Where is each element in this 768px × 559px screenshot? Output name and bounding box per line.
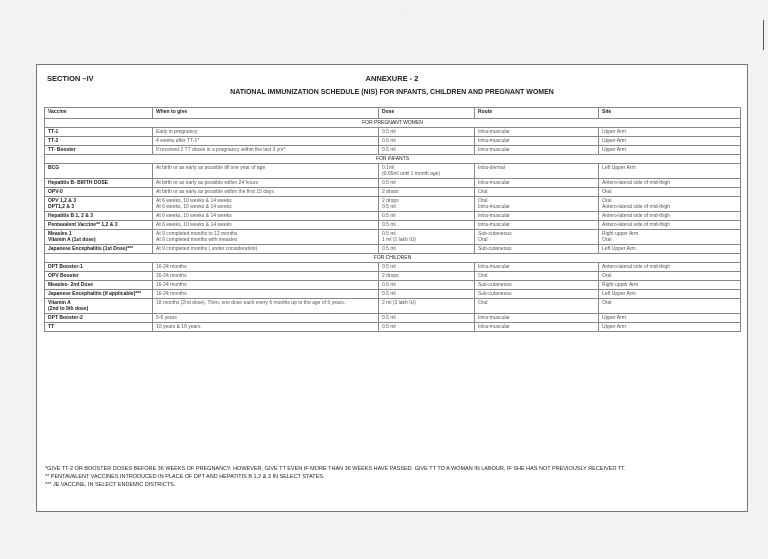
table-row	[45, 323, 741, 332]
cell-vaccine: DPT Booster-1	[45, 263, 153, 272]
table-row	[45, 146, 741, 155]
table-group-row	[45, 155, 741, 164]
cell-when-to-give: At birth or as early as possible within the first 15 days	[153, 188, 379, 197]
table-group-row	[45, 119, 741, 128]
table-row	[45, 281, 741, 290]
cell-site: Oral	[599, 188, 741, 197]
cell-dose: 0.5 ml	[379, 314, 475, 323]
cell-when-to-give: If received 2 TT doses in a pregnancy within the last 3 yrs*	[153, 146, 379, 155]
cell-when-to-give: 10 years & 16 years	[153, 323, 379, 332]
cell-vaccine: Measles- 2nd Dose	[45, 281, 153, 290]
table-row	[45, 164, 741, 179]
cell-route: Oral	[475, 299, 599, 314]
footnote: ** PENTAVALENT VACCINES INTRODUCED IN PLACE OF DPT AND HEPATITIS B 1,2 & 3 IN SELECT STATES.	[45, 474, 325, 480]
cell-when-to-give: At 6 weeks, 10 weeks & 14 weeks	[153, 221, 379, 230]
cell-route: Intra-muscular	[475, 128, 599, 137]
group-label: FOR INFANTS	[45, 155, 741, 164]
cell-vaccine: OPV-0	[45, 188, 153, 197]
table-row	[45, 245, 741, 254]
cell-dose: 2 drops 0.5 ml	[379, 197, 475, 212]
cell-route: Intra-muscular	[475, 314, 599, 323]
cell-site: Antero-lateral side of mid-thigh	[599, 263, 741, 272]
cell-site: Left Upper Arm	[599, 245, 741, 254]
cell-route: Sub-cutaneous	[475, 290, 599, 299]
footnote: *** JE VACCINE, IN SELECT ENDEMIC DISTRICTS.	[45, 482, 176, 488]
cell-dose: 0.5 ml 1 ml (1 lakh IU)	[379, 230, 475, 245]
cell-when-to-give: 16-24 months	[153, 272, 379, 281]
cell-site: Left Upper Arm	[599, 164, 741, 179]
cell-vaccine: TT-2	[45, 137, 153, 146]
cell-when-to-give: 16-24 months	[153, 290, 379, 299]
cell-dose: 0.5 ml	[379, 146, 475, 155]
table-row	[45, 299, 741, 314]
table-row	[45, 230, 741, 245]
section-label: SECTION –IV	[47, 74, 94, 83]
header-site: Site	[599, 108, 741, 119]
table-row	[45, 272, 741, 281]
cell-route: Intra-muscular	[475, 263, 599, 272]
cell-vaccine: Hepatitis B- BIRTH DOSE	[45, 179, 153, 188]
cell-when-to-give: 16-24 months	[153, 263, 379, 272]
annexure-label: ANNEXURE - 2	[365, 74, 419, 83]
cell-site: Antero-lateral side of mid-thigh	[599, 221, 741, 230]
cell-vaccine: Japanese Encephalitis (1st Dose)***	[45, 245, 153, 254]
table-row	[45, 179, 741, 188]
cell-site: Upper Arm	[599, 314, 741, 323]
cell-when-to-give: 18 months (2nd dose). Then, one dose each every 6 months up to the age of 5 years.	[153, 299, 379, 314]
cell-site: Antero-lateral side of mid-thigh	[599, 179, 741, 188]
table-group-row	[45, 254, 741, 263]
cell-dose: 0.1ml (0.05ml until 1 month age)	[379, 164, 475, 179]
scan-edge-line	[763, 20, 764, 50]
cell-site: Right upper Arm Oral	[599, 230, 741, 245]
table-header-row	[45, 108, 741, 119]
table-row	[45, 212, 741, 221]
cell-dose: 0.5 ml	[379, 179, 475, 188]
cell-vaccine: OPV Booster	[45, 272, 153, 281]
cell-route: Intra-muscular	[475, 221, 599, 230]
footnotes	[45, 465, 745, 489]
table-row	[45, 263, 741, 272]
cell-site: Upper Arm	[599, 323, 741, 332]
cell-dose: 0.5 ml	[379, 245, 475, 254]
cell-vaccine: Hepatitis B 1, 2 & 3	[45, 212, 153, 221]
footnote: *GIVE TT-2 OR BOOSTER DOSES BEFORE 36 WEEKS OF PREGNANCY. HOWEVER, GIVE TT EVEN IF MORE THAN 36 WEEKS HAVE PASSED. GIVE TT TO A WOMAN IN LABOUR, IF SHE HAS NOT PREVIOUSLY RECEIVED TT.	[45, 466, 626, 472]
cell-site: Right upper Arm	[599, 281, 741, 290]
document-title: NATIONAL IMMUNIZATION SCHEDULE (NIS) FOR INFANTS, CHILDREN AND PREGNANT WOMEN	[230, 89, 554, 96]
cell-route: Sub-cutaneous	[475, 245, 599, 254]
cell-site: Upper Arm	[599, 128, 741, 137]
cell-when-to-give: 4 weeks after TT-1*	[153, 137, 379, 146]
cell-dose: 0.5 ml	[379, 263, 475, 272]
cell-dose: 2 drops	[379, 272, 475, 281]
cell-when-to-give: 16-24 months	[153, 281, 379, 290]
cell-vaccine: Vitamin A (2nd to 9th dose)	[45, 299, 153, 314]
table-row	[45, 128, 741, 137]
cell-vaccine: TT-1	[45, 128, 153, 137]
cell-dose: 0.5 ml	[379, 212, 475, 221]
cell-route: Intra-muscular	[475, 146, 599, 155]
cell-when-to-give: At 6 weeks, 10 weeks & 14 weeks	[153, 212, 379, 221]
cell-dose: 2 drops	[379, 188, 475, 197]
cell-vaccine: Measles 1 Vitamin A (1st dose)	[45, 230, 153, 245]
cell-site: Oral	[599, 299, 741, 314]
table-row	[45, 197, 741, 212]
cell-route: Sub-cutaneous Oral	[475, 230, 599, 245]
table-row	[45, 221, 741, 230]
table-row	[45, 137, 741, 146]
header-vaccine: Vaccine	[45, 108, 153, 119]
cell-vaccine: TT	[45, 323, 153, 332]
cell-site: Oral Antero-lateral side of mid-thigh	[599, 197, 741, 212]
cell-vaccine: OPV 1,2 & 3 DPT1,2 & 3	[45, 197, 153, 212]
header-route: Route	[475, 108, 599, 119]
cell-route: Intra-muscular	[475, 179, 599, 188]
cell-when-to-give: At 9 completed months to 12 months At 9 completed months with measles	[153, 230, 379, 245]
cell-when-to-give: At birth or as early as possible till one year of age	[153, 164, 379, 179]
table-row	[45, 188, 741, 197]
cell-vaccine: Japanese Encephalitis (if applicable)***	[45, 290, 153, 299]
immunization-table	[44, 107, 741, 332]
cell-vaccine: TT- Booster	[45, 146, 153, 155]
cell-when-to-give: At 6 weeks, 10 weeks & 14 weeks At 6 weeks, 10 weeks & 14 weeks	[153, 197, 379, 212]
cell-vaccine: BCG	[45, 164, 153, 179]
group-label: FOR PREGNANT WOMEN	[45, 119, 741, 128]
cell-when-to-give: At 9 completed months ( under consideration)	[153, 245, 379, 254]
cell-site: Oral	[599, 272, 741, 281]
cell-dose: 0.5 ml	[379, 128, 475, 137]
cell-site: Left Upper Arm	[599, 290, 741, 299]
cell-vaccine: DPT Booster-2	[45, 314, 153, 323]
cell-site: Antero-lateral side of mid-thigh	[599, 212, 741, 221]
cell-dose: 0.5 ml	[379, 323, 475, 332]
cell-site: Upper Arm	[599, 146, 741, 155]
header-dose: Dose	[379, 108, 475, 119]
cell-route: Intra-muscular	[475, 137, 599, 146]
cell-route: Intra-dermal	[475, 164, 599, 179]
cell-when-to-give: 5-6 years	[153, 314, 379, 323]
cell-route: Intra-muscular	[475, 323, 599, 332]
cell-route: Oral Intra-muscular	[475, 197, 599, 212]
table-row	[45, 314, 741, 323]
cell-route: Oral	[475, 272, 599, 281]
cell-route: Oral	[475, 188, 599, 197]
cell-dose: 0.5 ml	[379, 281, 475, 290]
group-label: FOR CHILDREN	[45, 254, 741, 263]
table-body	[45, 119, 741, 332]
cell-dose: 2 ml (2 lakh IU)	[379, 299, 475, 314]
cell-when-to-give: Early in pregnancy	[153, 128, 379, 137]
scan-mark: ·	[405, 8, 407, 14]
cell-site: Upper Arm	[599, 137, 741, 146]
table-row	[45, 290, 741, 299]
cell-route: Sub-cutaneous	[475, 281, 599, 290]
document-page	[36, 64, 748, 512]
cell-dose: 0.5 ml	[379, 221, 475, 230]
cell-dose: 0.5 ml	[379, 137, 475, 146]
cell-route: Intra-muscular	[475, 212, 599, 221]
cell-vaccine: Pentavalent Vaccine** 1,2 & 3	[45, 221, 153, 230]
cell-when-to-give: At birth or as early as possible within 24 hours	[153, 179, 379, 188]
header-when-to-give: When to give	[153, 108, 379, 119]
cell-dose: 0.5 ml	[379, 290, 475, 299]
